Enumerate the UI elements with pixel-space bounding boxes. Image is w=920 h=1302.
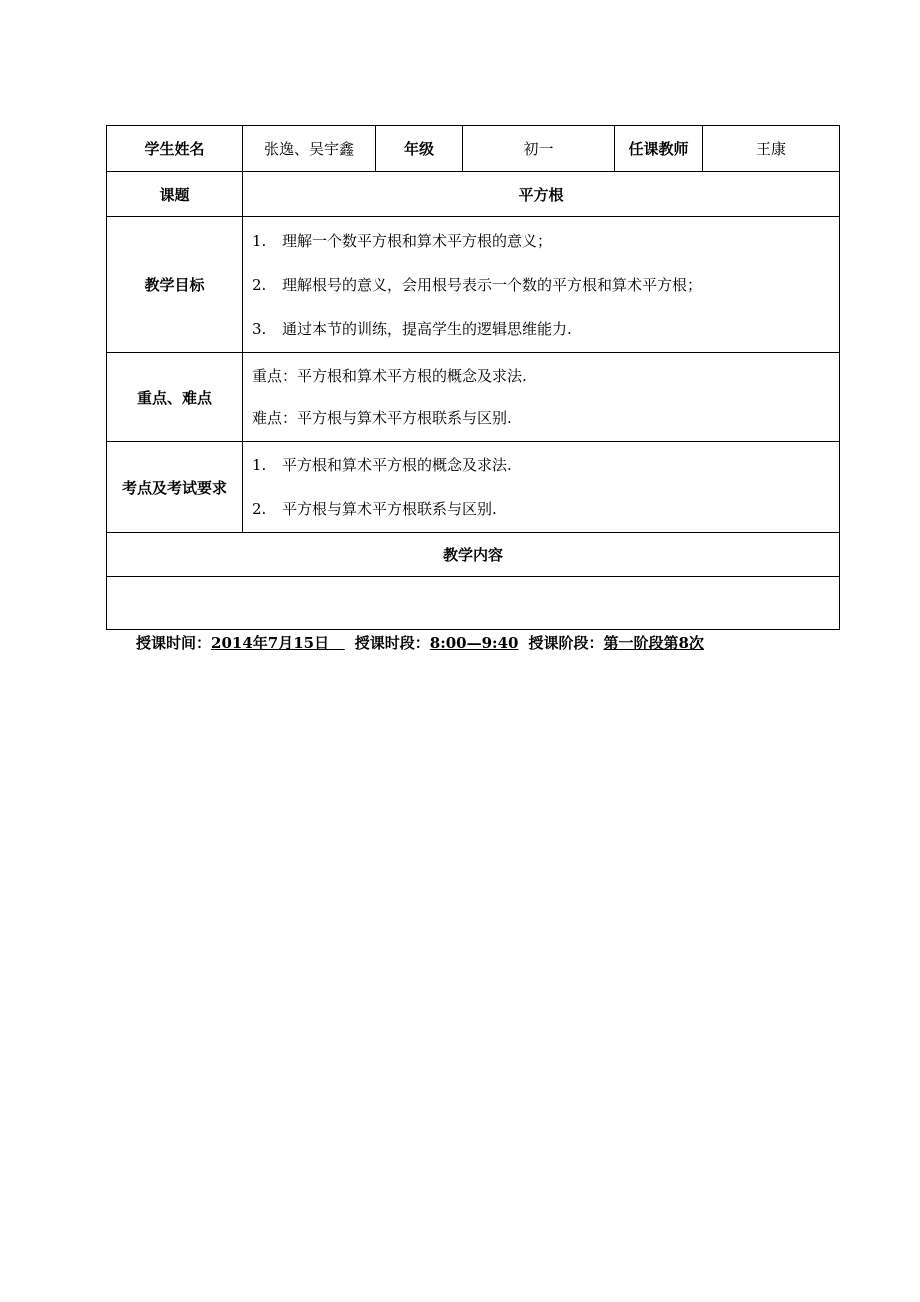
content-header-row bbox=[107, 533, 840, 577]
content-label: 教学内容 bbox=[107, 533, 840, 577]
difficulty-text: 难点：平方根与算术平方根联系与区别. bbox=[252, 409, 512, 427]
objectives-label: 教学目标 bbox=[107, 217, 243, 353]
exam-point-item bbox=[252, 498, 839, 520]
grade-label: 年级 bbox=[376, 126, 463, 172]
key-points-row bbox=[107, 353, 840, 442]
exam-points-label: 考点及考试要求 bbox=[107, 442, 243, 533]
topic-value: 平方根 bbox=[243, 172, 840, 217]
focus-text: 重点：平方根和算术平方根的概念及求法. bbox=[252, 367, 527, 385]
info-row bbox=[107, 126, 840, 172]
period-value: 8:00—9:40 bbox=[429, 634, 519, 652]
teacher-value: 王康 bbox=[703, 126, 840, 172]
objective-text: 理解一个数平方根和算术平方根的意义； bbox=[282, 231, 553, 250]
objectives-row bbox=[107, 217, 840, 353]
lesson-footer bbox=[136, 632, 704, 653]
exam-point-text: 平方根与算术平方根联系与区别. bbox=[282, 500, 497, 518]
topic-label: 课题 bbox=[107, 172, 243, 217]
objective-item bbox=[252, 318, 839, 340]
student-name-label: 学生姓名 bbox=[107, 126, 243, 172]
key-points-label: 重点、难点 bbox=[107, 353, 243, 442]
teacher-label: 任课教师 bbox=[615, 126, 703, 172]
objective-number: 2. bbox=[252, 275, 267, 294]
exam-points-row bbox=[107, 442, 840, 533]
time-label: 授课时间： bbox=[136, 634, 212, 652]
period-label: 授课时段： bbox=[354, 634, 430, 652]
student-name-value: 张逸、吴宇鑫 bbox=[243, 126, 376, 172]
content-body bbox=[107, 577, 840, 630]
exam-point-item bbox=[252, 454, 839, 476]
exam-point-number: 1. bbox=[252, 456, 267, 474]
time-value: 2014年7月15日 bbox=[211, 634, 330, 652]
stage-label: 授课阶段： bbox=[528, 634, 604, 652]
content-body-row bbox=[107, 577, 840, 630]
objective-item bbox=[252, 230, 839, 252]
exam-point-number: 2. bbox=[252, 500, 267, 518]
objective-text: 通过本节的训练，提高学生的逻辑思维能力. bbox=[282, 319, 572, 338]
objectives-content bbox=[243, 217, 840, 353]
topic-row bbox=[107, 172, 840, 217]
objective-text: 理解根号的意义，会用根号表示一个数的平方根和算术平方根； bbox=[282, 275, 703, 294]
objective-number: 3. bbox=[252, 319, 267, 338]
exam-point-text: 平方根和算术平方根的概念及求法. bbox=[282, 456, 512, 474]
objective-item bbox=[252, 274, 839, 296]
exam-points-content bbox=[243, 442, 840, 533]
objective-number: 1. bbox=[252, 231, 267, 250]
grade-value: 初一 bbox=[463, 126, 615, 172]
key-points-content bbox=[243, 353, 840, 442]
stage-value: 第一阶段第8次 bbox=[603, 634, 704, 652]
lesson-plan-table bbox=[106, 125, 840, 630]
